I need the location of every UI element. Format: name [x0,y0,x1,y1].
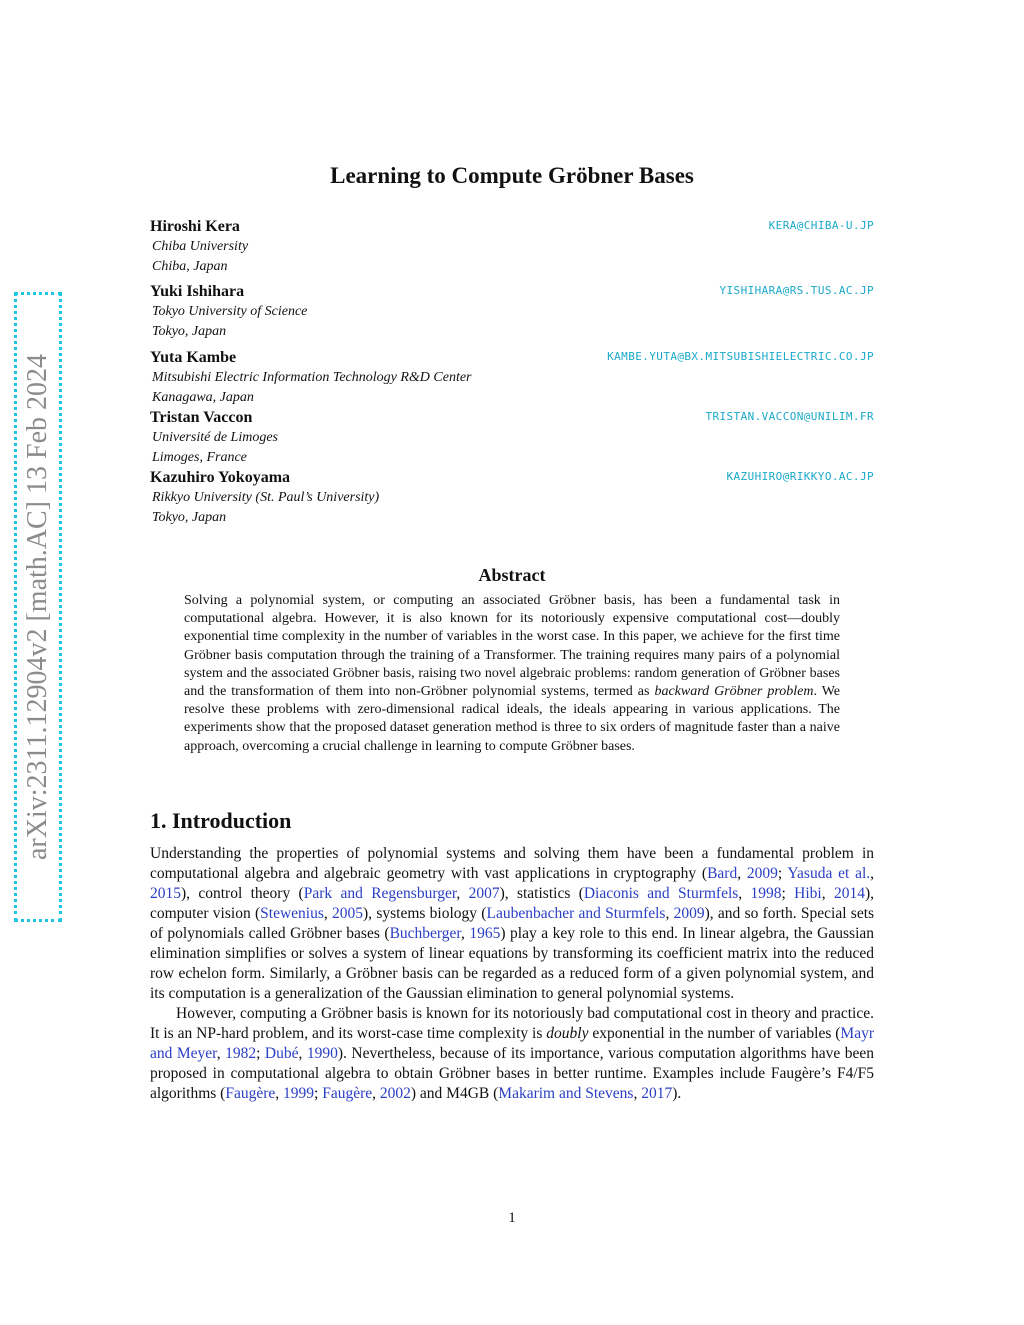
text-run: , [456,885,469,902]
text-run: , [737,865,747,882]
author-affiliation: Université de Limoges [152,430,278,445]
author-location: Tokyo, Japan [152,324,227,339]
citation-link[interactable]: Faugère [225,1085,276,1102]
author-name: Kazuhiro Yokoyama [150,469,291,486]
abstract-text [184,592,840,756]
paper-title: Learning to Compute Gröbner Bases [330,163,694,188]
text-run: , [821,885,834,902]
text-run: exponential in the number of variables ( [588,1025,841,1042]
text-run: , [372,1085,380,1102]
text-run: , [275,1085,284,1102]
abstract-text-part: . We resolve these problems with zero-dimensional radical ideals, the ideals appearing in various applications. The experiments show that the proposed dataset generation method is three to six orders of magnitude faster than a naive approach, overcoming a crucial challenge in learning to compute Gröbner bases. [184,684,841,754]
citation-link[interactable]: Laubenbacher and Sturmfels [486,905,666,922]
citation-link[interactable]: Mayr and Meyer [150,1025,874,1062]
author-affiliation: Chiba University [152,239,249,254]
author-location: Kanagawa, Japan [152,390,254,405]
citation-link[interactable]: Stewenius [260,905,324,922]
author-location: Chiba, Japan [152,259,228,274]
citation-link[interactable]: 2005 [332,905,364,922]
text-run: ), statistics ( [499,885,584,902]
citation-link[interactable]: Dubé [264,1045,299,1062]
author-email-link[interactable]: KAMBE.YUTA@BX.MITSUBISHIELECTRIC.CO.JP [607,350,874,363]
citation-link[interactable]: Buchberger [389,925,461,942]
citation-link[interactable]: 2002 [379,1085,411,1102]
section-heading-introduction: 1. Introduction [150,808,292,833]
author-block [150,348,874,408]
citation-link[interactable]: 2014 [833,885,865,902]
text-run: ), computer vision ( [150,885,874,922]
citation-link[interactable]: 1990 [306,1045,338,1062]
abstract-emphasis: backward Gröbner problem [654,684,814,700]
citation-link[interactable]: 1982 [225,1045,257,1062]
author-name: Yuta Kambe [150,349,237,366]
text-run: ), systems biology ( [363,905,487,922]
text-run: ), and so forth. Special sets of polynomials called Gröbner bases ( [150,905,875,942]
text-run: ), control theory ( [181,885,304,902]
text-run: , [738,885,751,902]
citation-link[interactable]: Hibi [794,885,822,902]
abstract-text-part: Solving a polynomial system, or computing an associated Gröbner basis, has been a fundamental task in computational algebra. However, it is also known for its notoriously expensive computational cost—doubly exponential time complexity in the number of variables in the worst case. In this paper, we achieve for the first time Gröbner basis computation through the training of a Transformer. The training requires many pairs of a polynomial system and the associated Gröbner basis, raising two novel algebraic problems: random generation of Gröbner bases and the transformation of them into non-Gröbner polynomial systems, termed as [184,593,840,700]
text-run: ). Nevertheless, because of its importance, various computation algorithms have been proposed in computational algebra to obtain Gröbner bases in better runtime. Examples include Faugère’s F4/F5 algorithms ( [150,1045,875,1102]
author-location: Tokyo, Japan [152,510,227,525]
citation-link[interactable]: 2017 [641,1085,673,1102]
text-run: However, computing a Gröbner basis is known for its notoriously bad computational cost in theory and practice. It is an NP-hard problem, and its worst-case time complexity is [150,1005,874,1042]
text-run: ) and M4GB ( [410,1085,499,1102]
citation-link[interactable]: Park and Regensburger [303,885,457,902]
text-run: , [870,865,875,882]
citation-link[interactable]: Faugère [322,1085,373,1102]
author-email-link[interactable]: KERA@CHIBA-U.JP [768,219,874,232]
paragraph [150,1004,874,1104]
text-run: Understanding the properties of polynomial systems and solving them have been a fundamental problem in computational algebra and algebraic geometry with vast applications in cryptography ( [150,845,874,882]
author-email-link[interactable]: TRISTAN.VACCON@UNILIM.FR [705,410,874,423]
citation-link[interactable]: 2007 [468,885,500,902]
text-run: ; [777,865,788,882]
citation-link[interactable]: 2009 [673,905,705,922]
text-run: ). [672,1085,682,1102]
text-run: , [298,1045,307,1062]
introduction-body [150,844,874,1104]
citation-link[interactable]: Bard [707,865,738,882]
text-run: ; [781,885,795,902]
author-block [150,282,874,342]
text-run: , [460,925,470,942]
citation-link[interactable]: Yasuda et al. [787,865,871,882]
author-email-link[interactable]: YISHIHARA@RS.TUS.AC.JP [719,284,874,297]
author-affiliation: Mitsubishi Electric Information Technology R&D Center [152,370,472,385]
author-block [150,408,874,468]
text-run: ; [256,1045,265,1062]
author-location: Limoges, France [152,450,247,465]
citation-link[interactable]: 1965 [469,925,501,942]
author-email-link[interactable]: KAZUHIRO@RIKKYO.AC.JP [726,470,874,483]
author-affiliation: Rikkyo University (St. Paul’s University) [152,490,380,505]
abstract-heading: Abstract [478,565,546,585]
author-name: Yuki Ishihara [150,283,245,300]
author-block [150,468,874,528]
author-name: Hiroshi Kera [150,218,240,235]
paragraph [150,844,874,1004]
author-name: Tristan Vaccon [150,409,253,426]
citation-link[interactable]: 1999 [283,1085,315,1102]
text-run: , [216,1045,226,1062]
citation-link[interactable]: 2009 [746,865,778,882]
author-affiliation: Tokyo University of Science [152,304,308,319]
arxiv-stamp[interactable] [14,292,62,922]
text-run: , [323,905,333,922]
page-number: 1 [508,1210,516,1226]
arxiv-stamp-text: arXiv:2311.12904v2 [math.AC] 13 Feb 2024 [22,353,53,861]
text-run: ) play a key role to this end. In linear algebra, the Gaussian elimination simplifies or solves a system of linear equations by transforming its coefficient matrix into the reduced row echelon form. Similarly, a Gröbner basis can be regarded as a reduced form of a given polynomial system, and its computation is a generalization of the Gaussian elimination to general polynomial systems. [150,925,875,1002]
text-run: , [665,905,674,922]
citation-link[interactable]: Diaconis and Sturmfels [583,885,739,902]
author-block [150,217,874,277]
citation-link[interactable]: Makarim and Stevens [498,1085,634,1102]
citation-link[interactable]: 1998 [750,885,782,902]
text-run: ; [314,1085,323,1102]
citation-link[interactable]: 2015 [150,885,181,902]
emphasis: doubly [546,1025,589,1042]
text-run: , [633,1085,642,1102]
